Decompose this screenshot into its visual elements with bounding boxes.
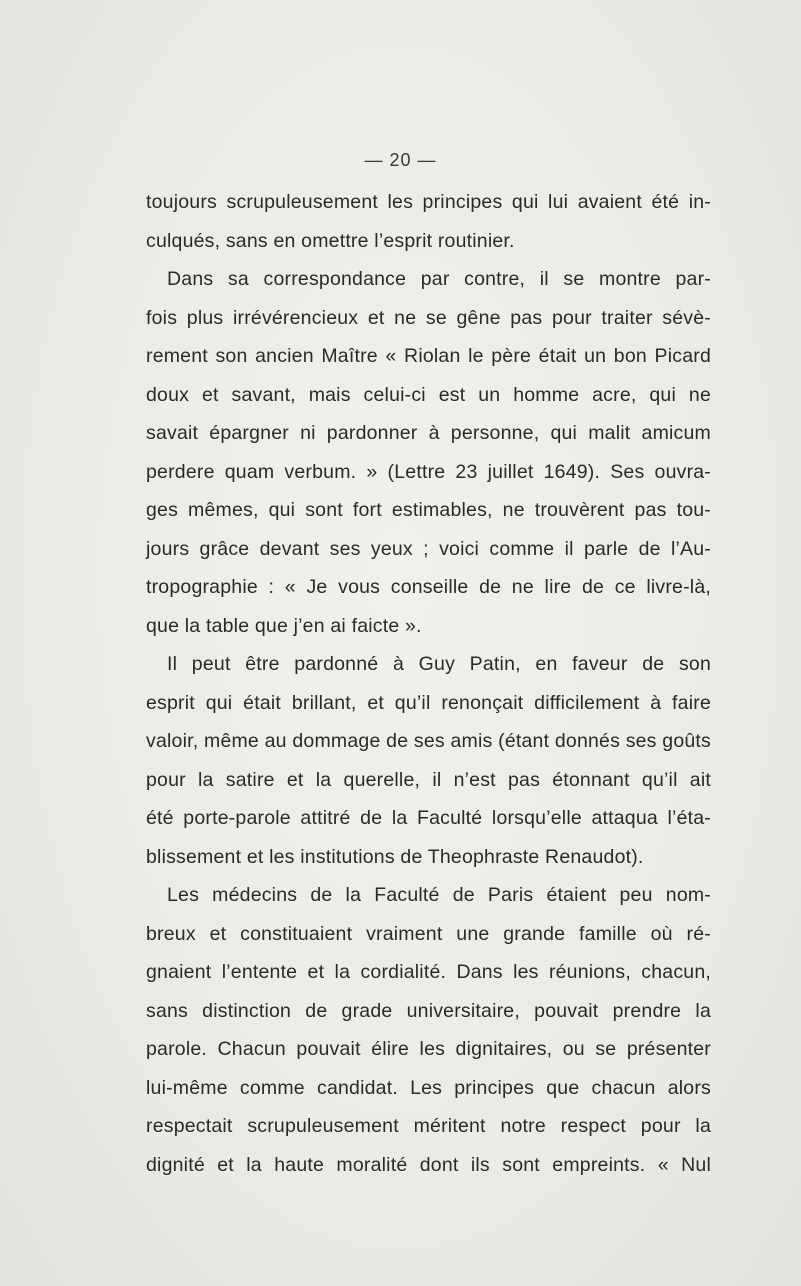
text-line: jours grâce devant ses yeux ; voici comme il parle de l’Au- — [146, 537, 711, 560]
text-line: valoir, même au dommage de ses amis (étant donnés ses goûts — [146, 730, 711, 752]
page-number: — 20 — — [364, 150, 437, 170]
text-line: culqués, sans en omettre l’esprit routinier. — [146, 229, 515, 252]
paragraph-start-line: Les médecins de la Faculté de Paris étaient peu nom- — [167, 884, 711, 906]
text-line: lui-même comme candidat. Les principes que chacun alors — [146, 1076, 711, 1099]
paragraph-start-line: Dans sa correspondance par contre, il se montre par- — [167, 268, 711, 290]
text-line: toujours scrupuleusement les principes qui lui avaient été in- — [146, 191, 711, 213]
text-line: savait épargner ni pardonner à personne, qui malit amicum — [146, 422, 711, 444]
text-line: fois plus irrévérencieux et ne se gêne pas pour traiter sévè- — [146, 306, 711, 329]
text-line: esprit qui était brillant, et qu’il renonçait difficilement à faire — [146, 691, 711, 714]
body-text — [146, 183, 711, 1184]
text-line: blissement et les institutions de Theophraste Renaudot). — [146, 845, 644, 868]
text-line: rement son ancien Maître « Riolan le père était un bon Picard — [146, 345, 711, 367]
text-line: respectait scrupuleusement méritent notre respect pour la — [146, 1115, 711, 1137]
text-line: été porte-parole attitré de la Faculté lorsqu’elle attaqua l’éta- — [146, 807, 711, 829]
text-line: ges mêmes, qui sont fort estimables, ne trouvèrent pas tou- — [146, 499, 711, 521]
text-line: breux et constituaient vraiment une grande famille où ré- — [146, 922, 711, 945]
text-line: que la table que j’en ai faicte ». — [146, 614, 422, 637]
text-line: tropographie : « Je vous conseille de ne lire de ce livre-là, — [146, 576, 711, 598]
text-line: pour la satire et la querelle, il n’est pas étonnant qu’il ait — [146, 768, 711, 791]
text-line: perdere quam verbum. » (Lettre 23 juillet 1649). Ses ouvra- — [146, 460, 711, 483]
paragraph-start-line: Il peut être pardonné à Guy Patin, en faveur de son — [167, 653, 711, 675]
text-line: dignité et la haute moralité dont ils sont empreints. « Nul — [146, 1153, 711, 1176]
text-line: gnaient l’entente et la cordialité. Dans les réunions, chacun, — [146, 961, 711, 983]
text-line: sans distinction de grade universitaire, pouvait prendre la — [146, 999, 711, 1022]
text-line: doux et savant, mais celui-ci est un homme acre, qui ne — [146, 383, 711, 406]
text-line: parole. Chacun pouvait élire les dignitaires, ou se présenter — [146, 1038, 711, 1060]
